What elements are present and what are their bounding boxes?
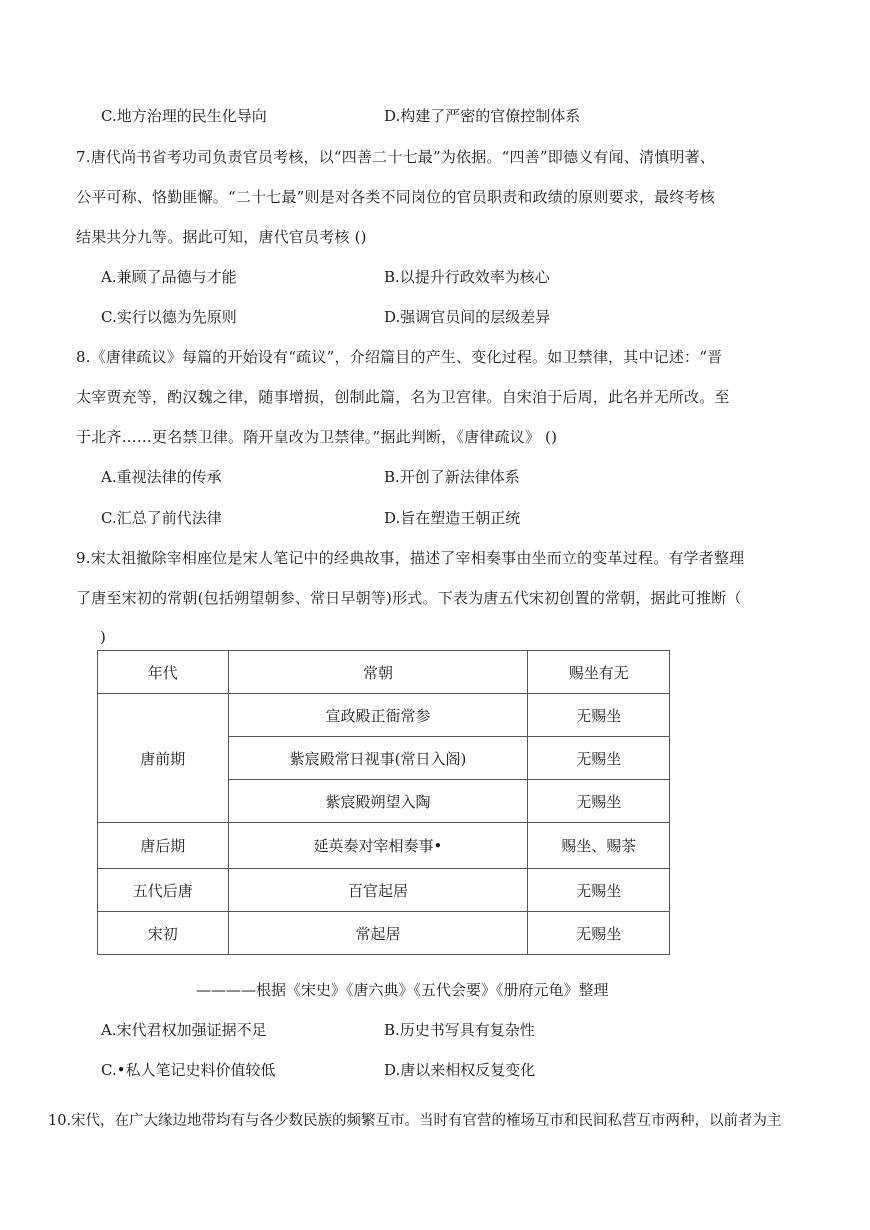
court-cell: 宣政殿正衙常参 [228, 694, 528, 737]
court-cell: 紫宸殿朔望入陶 [228, 780, 528, 823]
q7-stem-line-2: 公平可称、恪勤匪懈。“二十七最”则是对各类不同岗位的官员职责和政绩的原则要求，最终考核 [76, 188, 715, 206]
seat-cell: 无赐坐 [528, 780, 670, 823]
q9-option-b: B.历史书写具有复杂性 [384, 1021, 535, 1039]
q9-court-table [97, 650, 670, 955]
header-seat: 赐坐有无 [528, 651, 670, 694]
era-cell: 唐前期 [98, 694, 229, 823]
q8-option-c: C.汇总了前代法律 [101, 509, 222, 527]
table-row [98, 823, 670, 869]
q9-stem-line-3: ) [100, 628, 106, 646]
table-header-row [98, 651, 670, 694]
court-cell: 常起居 [228, 912, 528, 955]
q9-option-d: D.唐以来相权反复变化 [384, 1061, 536, 1079]
era-cell: 宋初 [98, 912, 229, 955]
q8-stem-line-3: 于北齐……更名禁卫律。隋开皇改为卫禁律。”据此判断，《唐律疏议》 () [76, 428, 558, 446]
q7-stem-line-3: 结果共分九等。据此可知，唐代官员考核 () [76, 228, 367, 246]
seat-cell: 无赐坐 [528, 912, 670, 955]
q8-stem-line-1: 8.《唐律疏议》每篇的开始设有“疏议”，介绍篇目的产生、变化过程。如卫禁律，其中记述：“晋 [76, 348, 723, 366]
q9-option-c: C.•私人笔记史料价值较低 [101, 1061, 276, 1079]
table-row [98, 869, 670, 912]
court-cell: 百官起居 [228, 869, 528, 912]
header-era: 年代 [98, 651, 229, 694]
header-court: 常朝 [228, 651, 528, 694]
table-row [98, 694, 670, 737]
q10-stem-line-1: 10.宋代，在广大缘边地带均有与各少数民族的频繁互市。当时有官营的榷场互市和民间私营互市两种，以前者为主 [48, 1113, 782, 1129]
seat-cell: 无赐坐 [528, 694, 670, 737]
q9-option-a: A.宋代君权加强证据不足 [101, 1021, 267, 1039]
seat-cell: 赐坐、赐茶 [528, 823, 670, 869]
q7-stem-line-1: 7.唐代尚书省考功司负责官员考核，以“四善二十七最”为依据。“四善”即德义有闻、清慎明著、 [76, 148, 715, 166]
q7-option-a: A.兼顾了品德与才能 [101, 268, 237, 286]
court-cell: 延英奏对宰相奏事• [228, 823, 528, 869]
q7-option-b: B.以提升行政效率为核心 [384, 268, 550, 286]
seat-cell: 无赐坐 [528, 869, 670, 912]
era-cell: 五代后唐 [98, 869, 229, 912]
table-row [98, 912, 670, 955]
q8-option-b: B.开创了新法律体系 [384, 468, 520, 486]
era-cell: 唐后期 [98, 823, 229, 869]
seat-cell: 无赐坐 [528, 737, 670, 780]
q7-option-c: C.实行以德为先原则 [101, 308, 237, 326]
q8-option-a: A.重视法律的传承 [101, 468, 222, 486]
q8-option-d: D.旨在塑造王朝正统 [384, 509, 521, 527]
table-source-note: ————根据《宋史》《唐六典》《五代会要》《册府元龟》整理 [196, 981, 609, 999]
q9-stem-line-1: 9.宋太祖撤除宰相座位是宋人笔记中的经典故事，描述了宰相奏事由坐而立的变革过程。有学者整理 [76, 549, 745, 567]
q6-option-c: C.地方治理的民生化导向 [101, 107, 267, 125]
q9-stem-line-2: 了唐至宋初的常朝(包括朔望朝参、常日早朝等)形式。下表为唐五代宋初创置的常朝，据此可推断（ [76, 589, 742, 607]
q8-stem-line-2: 太宰贾充等，酌汉魏之律，随事增损，创制此篇，名为卫宫律。自宋洎于后周，此名并无所改。至 [76, 388, 730, 406]
q7-option-d: D.强调官员间的层级差异 [384, 308, 551, 326]
court-cell: 紫宸殿常日视事(常日入阁) [228, 737, 528, 780]
q6-option-d: D.构建了严密的官僚控制体系 [384, 107, 581, 125]
